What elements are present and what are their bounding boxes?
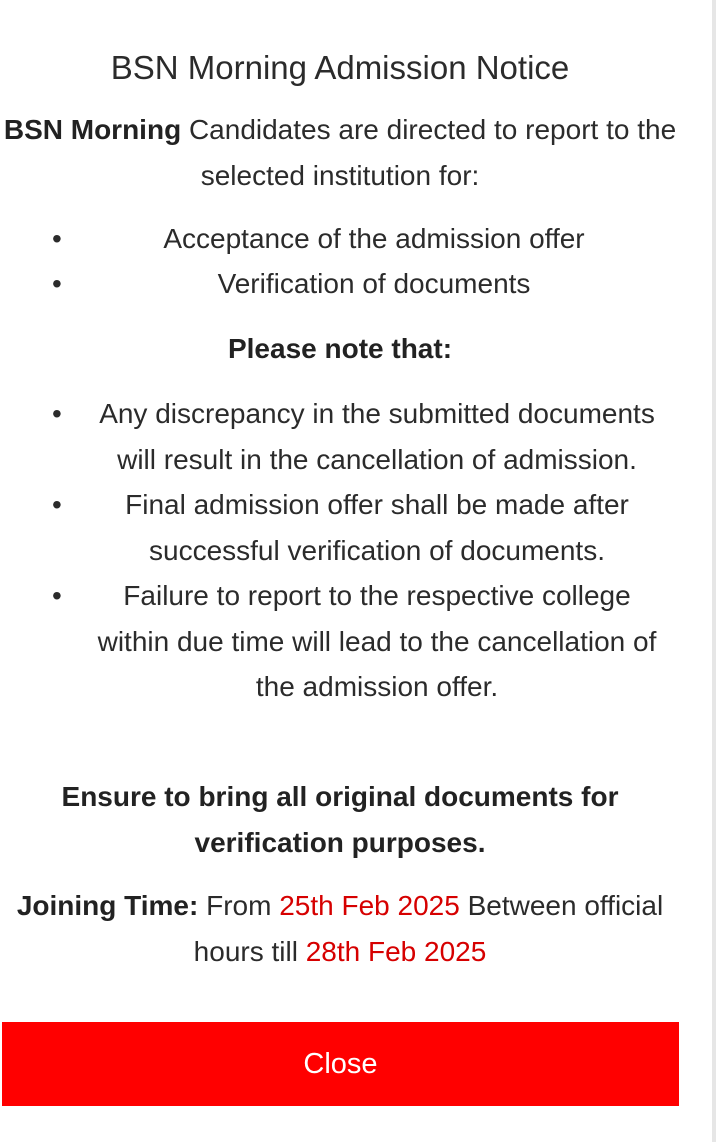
note-text: Final admission offer shall be made after successful verification of documents. bbox=[125, 489, 629, 566]
note-heading: Please note that: bbox=[227, 333, 453, 364]
list-item bbox=[0, 261, 680, 306]
intro-paragraph bbox=[0, 107, 680, 199]
intro-text: Candidates are directed to report to the selected institution for: bbox=[181, 114, 677, 191]
dialog-title: BSN Morning Admission Notice bbox=[110, 49, 570, 86]
purpose-text: Verification of documents bbox=[217, 268, 531, 299]
ensure-documents-text: Ensure to bring all original documents for verification purposes. bbox=[61, 781, 619, 858]
list-item bbox=[0, 573, 680, 710]
bullet-icon: • bbox=[52, 223, 62, 254]
start-date: 25th Feb 2025 bbox=[279, 890, 460, 921]
purpose-list bbox=[0, 216, 680, 306]
list-item bbox=[0, 482, 680, 573]
joining-from-text: From bbox=[198, 890, 280, 921]
note-text: Failure to report to the respective college within due time will lead to the cancellation of the admission offer. bbox=[97, 580, 657, 702]
list-item bbox=[0, 391, 680, 482]
joining-label: Joining Time: bbox=[16, 890, 199, 921]
bullet-icon: • bbox=[52, 268, 62, 299]
dialog-edge bbox=[712, 0, 716, 1142]
joining-between-text: Between official hours till bbox=[193, 890, 664, 967]
intro-bold-label: BSN Morning bbox=[3, 114, 182, 145]
purpose-text: Acceptance of the admission offer bbox=[163, 223, 585, 254]
bullet-icon: • bbox=[52, 489, 62, 520]
note-text: Any discrepancy in the submitted documents will result in the cancellation of admission. bbox=[99, 398, 655, 475]
bullet-icon: • bbox=[52, 580, 62, 611]
close-button[interactable]: Close bbox=[2, 1022, 679, 1106]
list-item bbox=[0, 216, 680, 261]
notes-list bbox=[0, 391, 680, 710]
bullet-icon: • bbox=[52, 398, 62, 429]
joining-time bbox=[0, 883, 680, 975]
end-date: 28th Feb 2025 bbox=[305, 936, 487, 967]
